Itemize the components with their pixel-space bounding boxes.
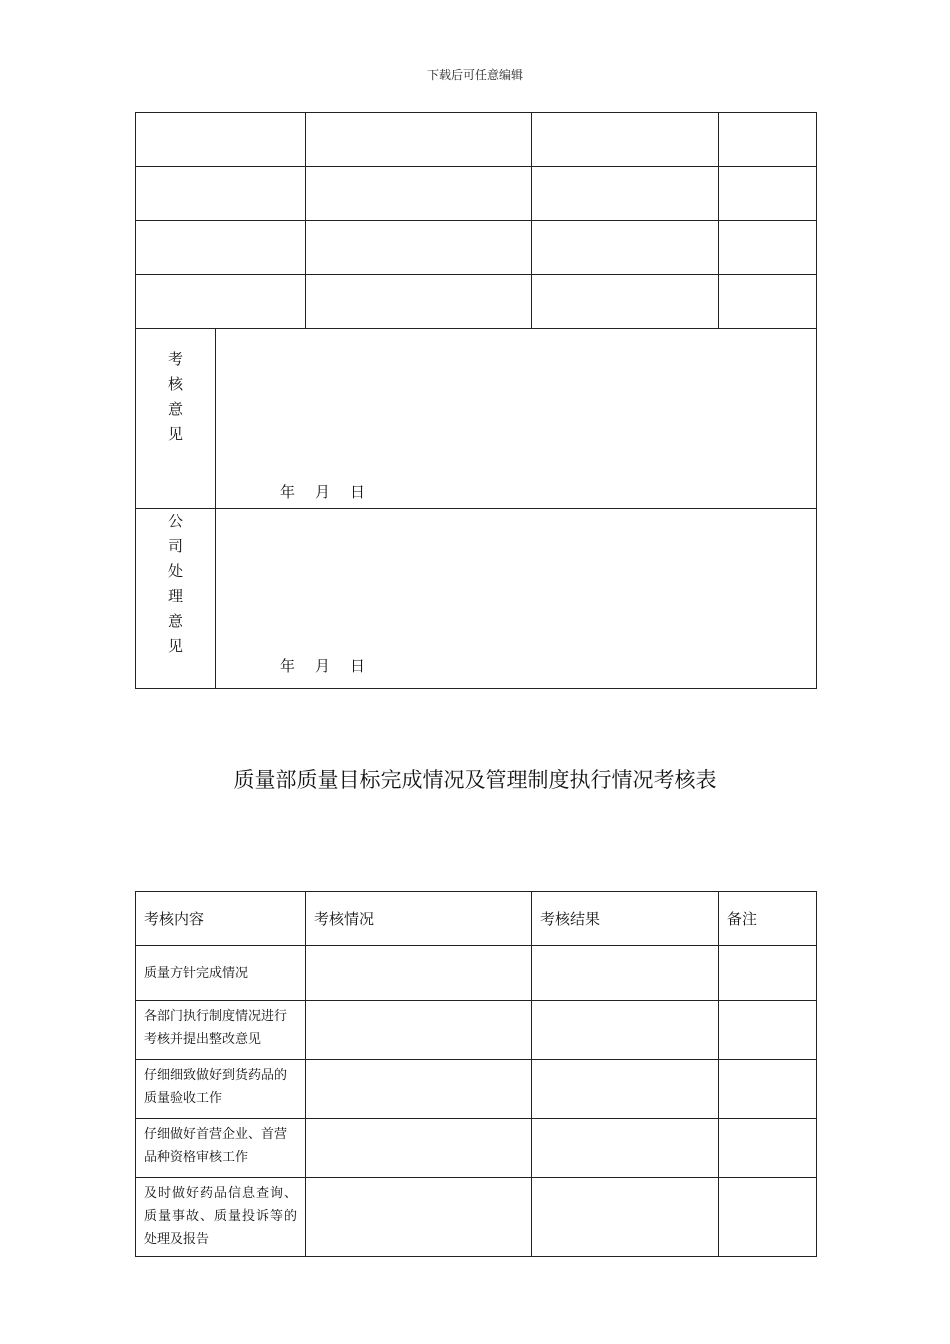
remarks-cell[interactable] bbox=[719, 1060, 817, 1119]
review-date-line: 年 月 日 bbox=[280, 483, 366, 501]
blank-cell[interactable] bbox=[719, 275, 817, 329]
blank-cell[interactable] bbox=[136, 275, 306, 329]
assessment-table bbox=[135, 891, 817, 1257]
blank-cell[interactable] bbox=[719, 167, 817, 221]
table-row bbox=[136, 1001, 817, 1060]
assessment-status-cell[interactable] bbox=[306, 1060, 532, 1119]
column-header: 考核内容 bbox=[136, 892, 306, 946]
blank-row bbox=[136, 167, 817, 221]
assessment-result-cell[interactable] bbox=[532, 946, 719, 1001]
assessment-item: 仔细做好首营企业、首营品种资格审核工作 bbox=[136, 1119, 306, 1178]
blank-cell[interactable] bbox=[532, 221, 719, 275]
company-opinion-field[interactable] bbox=[216, 509, 817, 689]
company-opinion-label: 公 司 处 理 意 见 bbox=[136, 509, 216, 689]
table-row bbox=[136, 1178, 817, 1257]
column-header: 考核情况 bbox=[306, 892, 532, 946]
blank-cell[interactable] bbox=[306, 113, 532, 167]
assessment-header-row bbox=[136, 892, 817, 946]
blank-row bbox=[136, 221, 817, 275]
assessment-status-cell[interactable] bbox=[306, 1001, 532, 1060]
blank-cell[interactable] bbox=[136, 167, 306, 221]
assessment-result-cell[interactable] bbox=[532, 1001, 719, 1060]
blank-cell[interactable] bbox=[532, 167, 719, 221]
blank-cell[interactable] bbox=[306, 167, 532, 221]
blank-row bbox=[136, 113, 817, 167]
assessment-result-cell[interactable] bbox=[532, 1060, 719, 1119]
review-opinion-row bbox=[136, 329, 817, 509]
assessment-result-cell[interactable] bbox=[532, 1178, 719, 1257]
remarks-cell[interactable] bbox=[719, 1119, 817, 1178]
blank-cell[interactable] bbox=[532, 275, 719, 329]
review-opinion-label: 考 核 意 见 bbox=[136, 329, 216, 509]
table-row bbox=[136, 1119, 817, 1178]
document-title: 质量部质量目标完成情况及管理制度执行情况考核表 bbox=[233, 768, 717, 792]
assessment-status-cell[interactable] bbox=[306, 946, 532, 1001]
blank-row bbox=[136, 275, 817, 329]
assessment-item: 仔细细致做好到货药品的质量验收工作 bbox=[136, 1060, 306, 1119]
blank-cell[interactable] bbox=[136, 113, 306, 167]
company-opinion-row bbox=[136, 509, 817, 689]
blank-cell[interactable] bbox=[532, 113, 719, 167]
review-opinion-field[interactable] bbox=[216, 329, 817, 509]
remarks-cell[interactable] bbox=[719, 1001, 817, 1060]
blank-cell[interactable] bbox=[306, 275, 532, 329]
blank-cell[interactable] bbox=[719, 113, 817, 167]
assessment-item: 质量方针完成情况 bbox=[136, 946, 306, 1001]
assessment-status-cell[interactable] bbox=[306, 1178, 532, 1257]
blank-cell[interactable] bbox=[306, 221, 532, 275]
remarks-cell[interactable] bbox=[719, 946, 817, 1001]
blank-cell[interactable] bbox=[719, 221, 817, 275]
header-note: 下载后可任意编辑 bbox=[426, 68, 523, 82]
assessment-item: 各部门执行制度情况进行考核并提出整改意见 bbox=[136, 1001, 306, 1060]
top-form-table bbox=[135, 112, 817, 689]
column-header: 考核结果 bbox=[532, 892, 719, 946]
assessment-result-cell[interactable] bbox=[532, 1119, 719, 1178]
company-date-line: 年 月 日 bbox=[280, 657, 366, 675]
table-row bbox=[136, 1060, 817, 1119]
remarks-cell[interactable] bbox=[719, 1178, 817, 1257]
column-header: 备注 bbox=[719, 892, 817, 946]
assessment-item: 及时做好药品信息查询、质量事故、质量投诉等的处理及报告 bbox=[136, 1178, 306, 1257]
assessment-status-cell[interactable] bbox=[306, 1119, 532, 1178]
table-row bbox=[136, 946, 817, 1001]
blank-cell[interactable] bbox=[136, 221, 306, 275]
